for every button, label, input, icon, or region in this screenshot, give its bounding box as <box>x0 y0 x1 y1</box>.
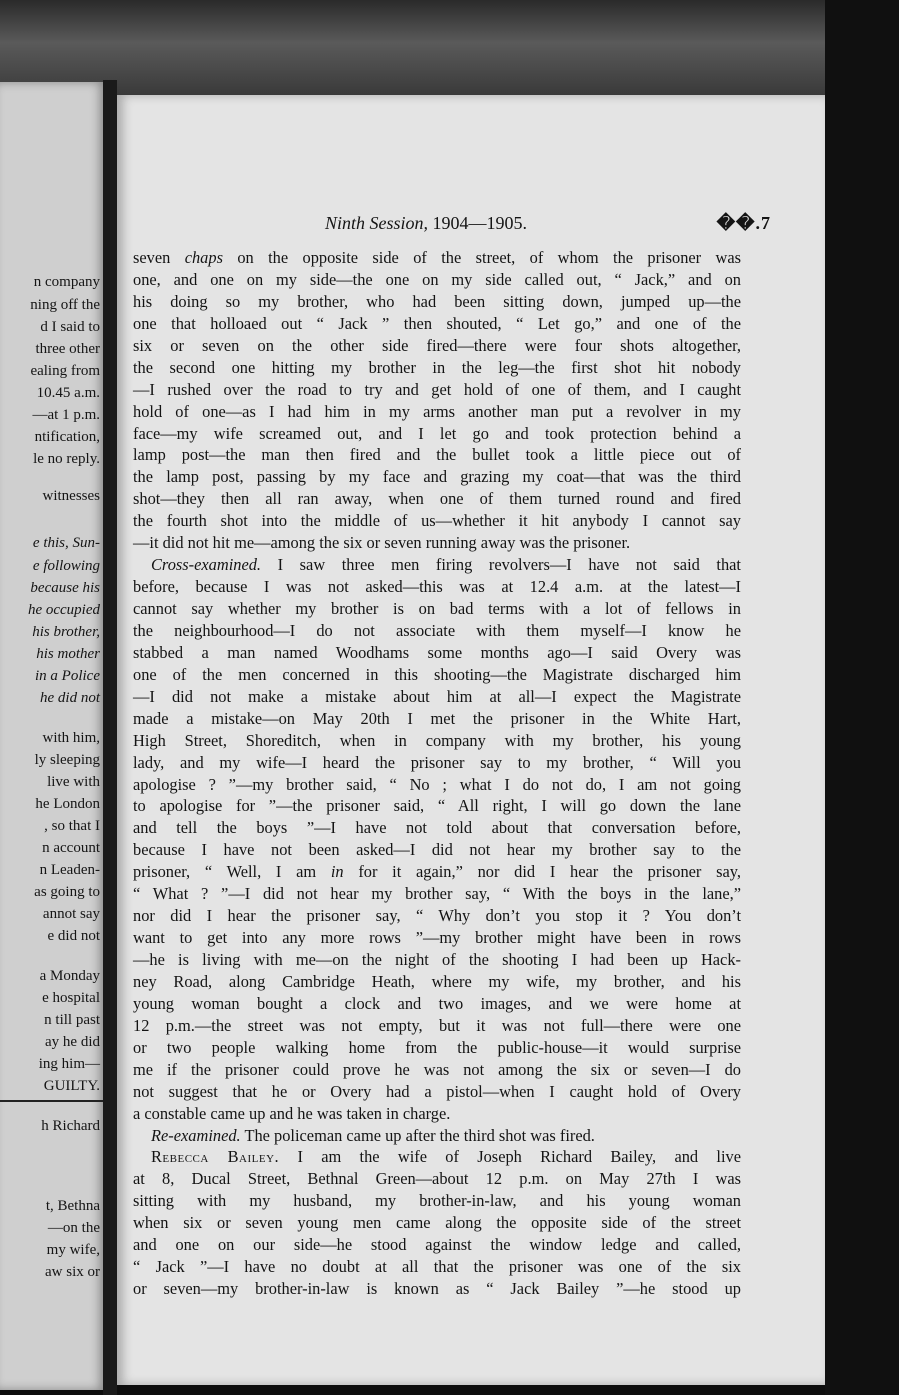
text-line: and tell the boys ”—I have not told about that conversation before, <box>133 818 741 838</box>
text-line: made a mistake—on May 20th I met the prisoner in the White Hart, <box>133 708 741 728</box>
left-page-line: with him, <box>42 730 100 746</box>
text-run: for it again,” nor did I hear the prisoner say, <box>343 862 741 882</box>
text-line: the lamp post, passing by my face and grazing my coat—that was the third <box>133 467 741 487</box>
text-line: want to get into any more rows ”—my brother might have been in rows <box>133 928 741 948</box>
left-page-line: —on the <box>47 1220 100 1236</box>
text-line: his doing so my brother, who had been sitting down, jumped up—the <box>133 291 741 311</box>
text-line: one that holloaed out “ Jack ” then shouted, “ Let go,” and one of the <box>133 313 741 333</box>
left-page-line: e did not <box>47 928 100 944</box>
text-line: when six or seven young men came along the opposite side of the street <box>133 1213 741 1233</box>
text-line: stabbed a man named Woodhams some months ago—I said Overy was <box>133 642 741 662</box>
left-page-line: , so that I <box>44 818 100 834</box>
text-run: seven <box>133 248 185 267</box>
text-line: nor did I hear the prisoner say, “ Why don’t you stop it ? You don’t <box>133 906 741 926</box>
text-line: 12 p.m.—the street was not empty, but it was not full—there were one <box>133 1015 741 1035</box>
text-line <box>133 1146 741 1168</box>
left-page-line: three other <box>35 341 100 357</box>
left-page-line: in a Police <box>35 668 100 684</box>
left-page-line: 10.45 a.m. <box>36 385 100 401</box>
text-line: High Street, Shoreditch, when in company with my brother, his young <box>133 730 741 750</box>
text-line: cannot say whether my brother is on bad terms with a lot of fellows in <box>133 599 741 618</box>
left-page-line: n till past <box>44 1012 100 1028</box>
page-number: ��.7 <box>716 213 771 233</box>
text-line: the fourth shot into the middle of us—whether it hit anybody I cannot say <box>133 511 741 531</box>
italic-run: in <box>330 862 344 882</box>
text-line: because I have not been asked—I did not hear my brother say to the <box>133 840 741 860</box>
text-line: before, because I was not asked—this was at 12.4 a.m. at the latest—I <box>133 577 741 597</box>
text-line: lamp post—the man then fired and the bullet took a little piece out of <box>133 445 741 465</box>
text-line: the second one hitting my brother in the leg—the first shot hit nobody <box>133 357 741 377</box>
left-page-line: GUILTY. <box>43 1078 100 1094</box>
text-line: young woman bought a clock and two images, and we were home at <box>133 993 741 1013</box>
italic-run: Cross-examined. <box>151 555 262 575</box>
session-years: 1904—1905. <box>432 213 528 233</box>
left-page-line: annot say <box>42 906 100 922</box>
text-line: not suggest that he or Overy had a pistol—when I caught hold of Overy <box>133 1081 741 1101</box>
text-line <box>133 554 741 576</box>
book-gutter <box>103 80 117 1395</box>
scan-right-background <box>825 0 899 1395</box>
running-header <box>117 213 825 237</box>
left-page-line: witnesses <box>42 488 100 504</box>
text-line: me if the prisoner could prove he was not among the six or seven—I do <box>133 1059 741 1079</box>
text-line: “ Jack ”—I have no doubt at all that the prisoner was one of the six <box>133 1257 741 1277</box>
text-line: one of the men concerned in this shooting—the Magistrate discharged him <box>133 664 741 684</box>
text-line: to apologise for ”—the prisoner said, “ All right, I will go down the lane <box>133 796 741 816</box>
left-page-line: e this, Sun- <box>32 535 100 551</box>
left-page-line: ay he did <box>45 1034 100 1050</box>
text-line: six or seven on the other side fired—there were four shots altogether, <box>133 335 741 355</box>
left-page-line: ing him— <box>38 1056 100 1072</box>
text-line: hold of one—as I had him in my arms another man put a revolver in my <box>133 401 741 421</box>
left-page-line: ealing from <box>30 363 100 379</box>
italic-run: Re-examined. <box>151 1125 241 1145</box>
left-page-line: n Leaden- <box>39 862 100 878</box>
left-page-line: d I said to <box>40 319 100 335</box>
left-page-line: he did not <box>40 690 100 706</box>
left-page-line: le no reply. <box>33 451 100 467</box>
text-line: lady, and my wife—I heard the prisoner say to my brother, “ Will you <box>133 752 741 772</box>
left-page-fragment <box>0 82 106 1390</box>
left-page-line: he occupied <box>27 602 100 618</box>
left-page-line: n account <box>42 840 100 856</box>
text-line: apologise ? ”—my brother said, “ No ; what I do not do, I am not going <box>133 774 741 794</box>
left-page-line: t, Bethna <box>45 1198 100 1214</box>
left-page-line: his mother <box>36 646 100 662</box>
left-page-line: aw six or <box>45 1264 100 1280</box>
text-line: face—my wife screamed out, and I let go and took protection behind a <box>133 423 741 443</box>
text-line: ney Road, along Cambridge Heath, where my wife, my brother, and his <box>133 971 741 991</box>
left-page-line: ntification, <box>34 429 100 445</box>
text-run: on the opposite side of the street, of whom the prisoner was <box>222 248 741 267</box>
text-line: a constable came up and he was taken in charge. <box>133 1103 451 1123</box>
left-page-line: n company <box>33 274 100 290</box>
left-page-line: he London <box>35 796 100 812</box>
text-line: sitting with my husband, my brother-in-law, and his young woman <box>133 1191 741 1211</box>
text-line: —he is living with me—on the night of the shooting I had been up Hack- <box>133 950 741 969</box>
left-page-line: his brother, <box>32 624 100 640</box>
left-page-line: e following <box>32 558 100 574</box>
text-run: I saw three men firing revolvers—I have not said that <box>261 555 741 575</box>
text-line: —I rushed over the road to try and get hold of one of them, and I caught <box>133 379 741 399</box>
text-line: —I did not make a mistake about him at all—I expect the Magistrate <box>133 686 741 706</box>
text-line: at 8, Ducal Street, Bethnal Green—about 12 p.m. on May 27th I was <box>133 1169 741 1189</box>
left-page-line: live with <box>47 774 100 790</box>
italic-run: chaps <box>184 248 223 267</box>
left-page-line: ning off the <box>30 297 100 313</box>
text-line <box>133 861 741 883</box>
testimony-text <box>133 247 741 1300</box>
left-page-line: as going to <box>34 884 100 900</box>
text-line: “ What ? ”—I did not hear my brother say, “ With the boys in the lane,” <box>133 884 741 904</box>
main-page <box>117 95 825 1385</box>
text-run: I am the wife of Joseph Richard Bailey, and live <box>279 1147 741 1167</box>
text-line: shot—they then all ran away, when one of them turned round and fired <box>133 489 741 509</box>
left-page-line: because his <box>30 580 100 596</box>
text-line: one, and one on my side—the one on my side called out, “ Jack,” and on <box>133 269 741 289</box>
text-line <box>133 247 741 269</box>
left-page-line: my wife, <box>46 1242 100 1258</box>
witness-name: Rebecca Bailey. <box>151 1147 280 1167</box>
text-line <box>133 1125 741 1147</box>
text-line: or two people walking home from the public-house—it would surprise <box>133 1037 741 1057</box>
session-title: Ninth Session, 1904—1905. <box>325 213 528 233</box>
left-page-line: e hospital <box>42 990 100 1006</box>
text-line: and one on our side—he stood against the window ledge and called, <box>133 1235 741 1255</box>
text-line: —it did not hit me—among the six or seven running away was the prisoner. <box>133 533 631 553</box>
text-line: the neighbourhood—I do not associate with them myself—I know he <box>133 620 741 640</box>
text-run: prisoner, “ Well, I am <box>133 862 331 882</box>
text-run: The policeman came up after the third shot was fired. <box>240 1125 595 1145</box>
left-page-rule <box>0 1100 106 1102</box>
text-line: or seven—my brother-in-law is known as “ Jack Bailey ”—he stood up <box>133 1279 741 1299</box>
scan-top-background <box>0 0 899 95</box>
left-page-line: a Monday <box>39 968 100 984</box>
left-page-line: h Richard <box>41 1118 100 1134</box>
left-page-line: —at 1 p.m. <box>32 407 100 423</box>
left-page-line: ly sleeping <box>34 752 100 768</box>
